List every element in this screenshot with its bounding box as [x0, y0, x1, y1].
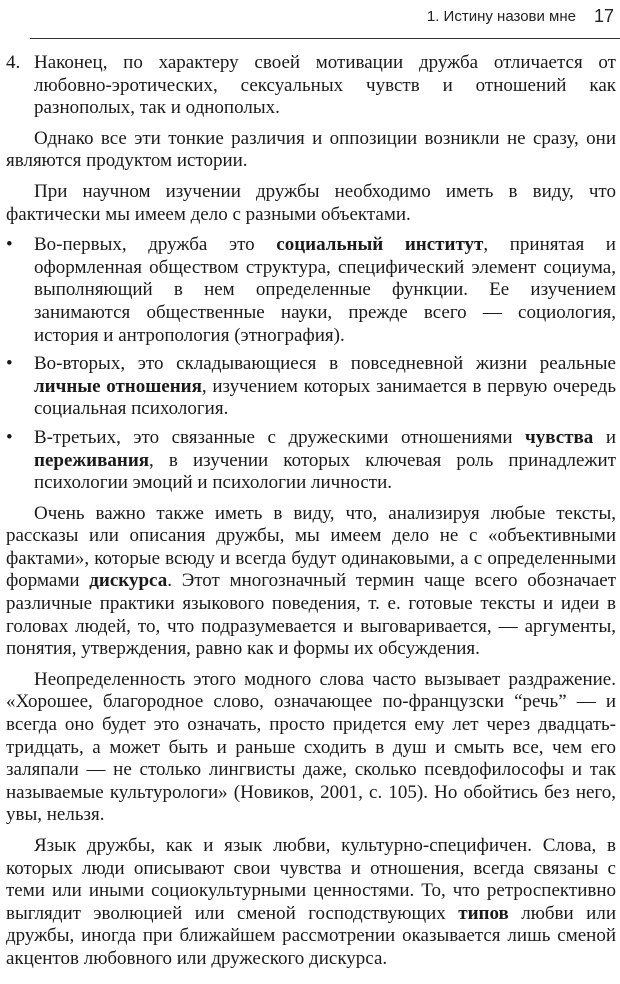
list-item-text: и [593, 426, 616, 448]
bullet-icon: • [6, 234, 13, 256]
item-number: 4. [6, 52, 21, 73]
paragraph: Неопределенность этого модного слова часто вызывает раздражение. «Хорошее, благородное слово, означающее по-французски “речь” — и всегда оно будет это означать, просто придется ему лет через двадцать-тридцать, а может быть и раньше сходить в душ и смыть все, чем его заляпали — не столько лингвисты даже, сколько псевдофилософы и так называемые культурологи» (Новиков, 2001, с. 105). Но обойтись без него, увы, нельзя. [6, 668, 616, 826]
bullet-icon: • [6, 353, 13, 375]
bold-term: типов [458, 902, 509, 924]
bold-term: социальный институт [276, 234, 484, 256]
bold-term: переживания [34, 449, 150, 471]
list-item [6, 234, 616, 347]
item-text: Наконец, по характеру своей мотивации дружба отличается от любовно-эротических, сексуальных чувств и отношений как разнополых, так и однополых. [34, 52, 616, 119]
list-item-text: Во-первых, дружба это [34, 234, 277, 256]
paragraph [6, 835, 616, 971]
body-text [6, 52, 616, 979]
paragraph: Однако все эти тонкие различия и оппозиции возникли не сразу, они являются продуктом истории. [6, 127, 616, 172]
paragraph-text: любви или дружбы, иногда при ближайшем рассмотрении оказывается лишь сменой акцентов любовного или дружеского дискурса. [6, 902, 616, 969]
list-item-text: , изучением которых занимается в первую очередь социальная психология. [34, 375, 616, 420]
paragraph-text: . Этот многозначный термин чаще всего обозначает различные практики языкового поведения, т. е. готовые тексты и идеи в головах людей, то, что подразумевается и выговаривается, — аргументы, понятия, утверждения, равно как и формы их обсуждения. [6, 570, 616, 660]
bullet-icon: • [6, 426, 13, 448]
list-item [6, 353, 616, 421]
list-item-text: , в изучении которых ключевая роль принадлежит психологии эмоций и психологии личности. [34, 449, 616, 494]
page-number: 17 [593, 6, 614, 26]
bold-term: личные отношения [34, 375, 202, 397]
running-header [0, 6, 620, 32]
bold-term: чувства [525, 426, 594, 448]
list-item [6, 427, 616, 495]
chapter-title: 1. Истину назови мне [426, 8, 576, 25]
list-item-text: В-третьих, это связанные с дружескими отношениями [34, 426, 526, 448]
header-rule [30, 38, 620, 39]
bullet-list [6, 234, 616, 495]
paragraph: При научном изучении дружбы необходимо иметь в виду, что фактически мы имеем дело с разными объектами. [6, 180, 616, 225]
list-item-text: Во-вторых, это складывающиеся в повседневной жизни реальные [34, 353, 616, 375]
paragraph [6, 503, 616, 661]
numbered-item-4 [6, 52, 616, 120]
paragraph-text: Язык дружбы, как и язык любви, культурно-специфичен. Слова, в которых люди описывают свои чувства и отношения, всегда связаны с теми или иными социокультурными ценностями. То, что ретроспективно выглядит эволюцией или сменой господствующих [6, 835, 616, 924]
list-item-text: , принятая и оформленная обществом структура, специфический элемент социума, выполняющий в нем определенные функции. Ее изучением занимаются общественные науки, прежде всего — социология, история и антропология (этнография). [34, 234, 616, 346]
bold-term: дискурса [89, 570, 168, 592]
paragraph-text: Очень важно также иметь в виду, что, анализируя любые тексты, рассказы или описания дружбы, мы имеем дело не с «объективными фактами», которые всюду и всегда будут одинаковыми, а с определенными формами [6, 502, 616, 592]
